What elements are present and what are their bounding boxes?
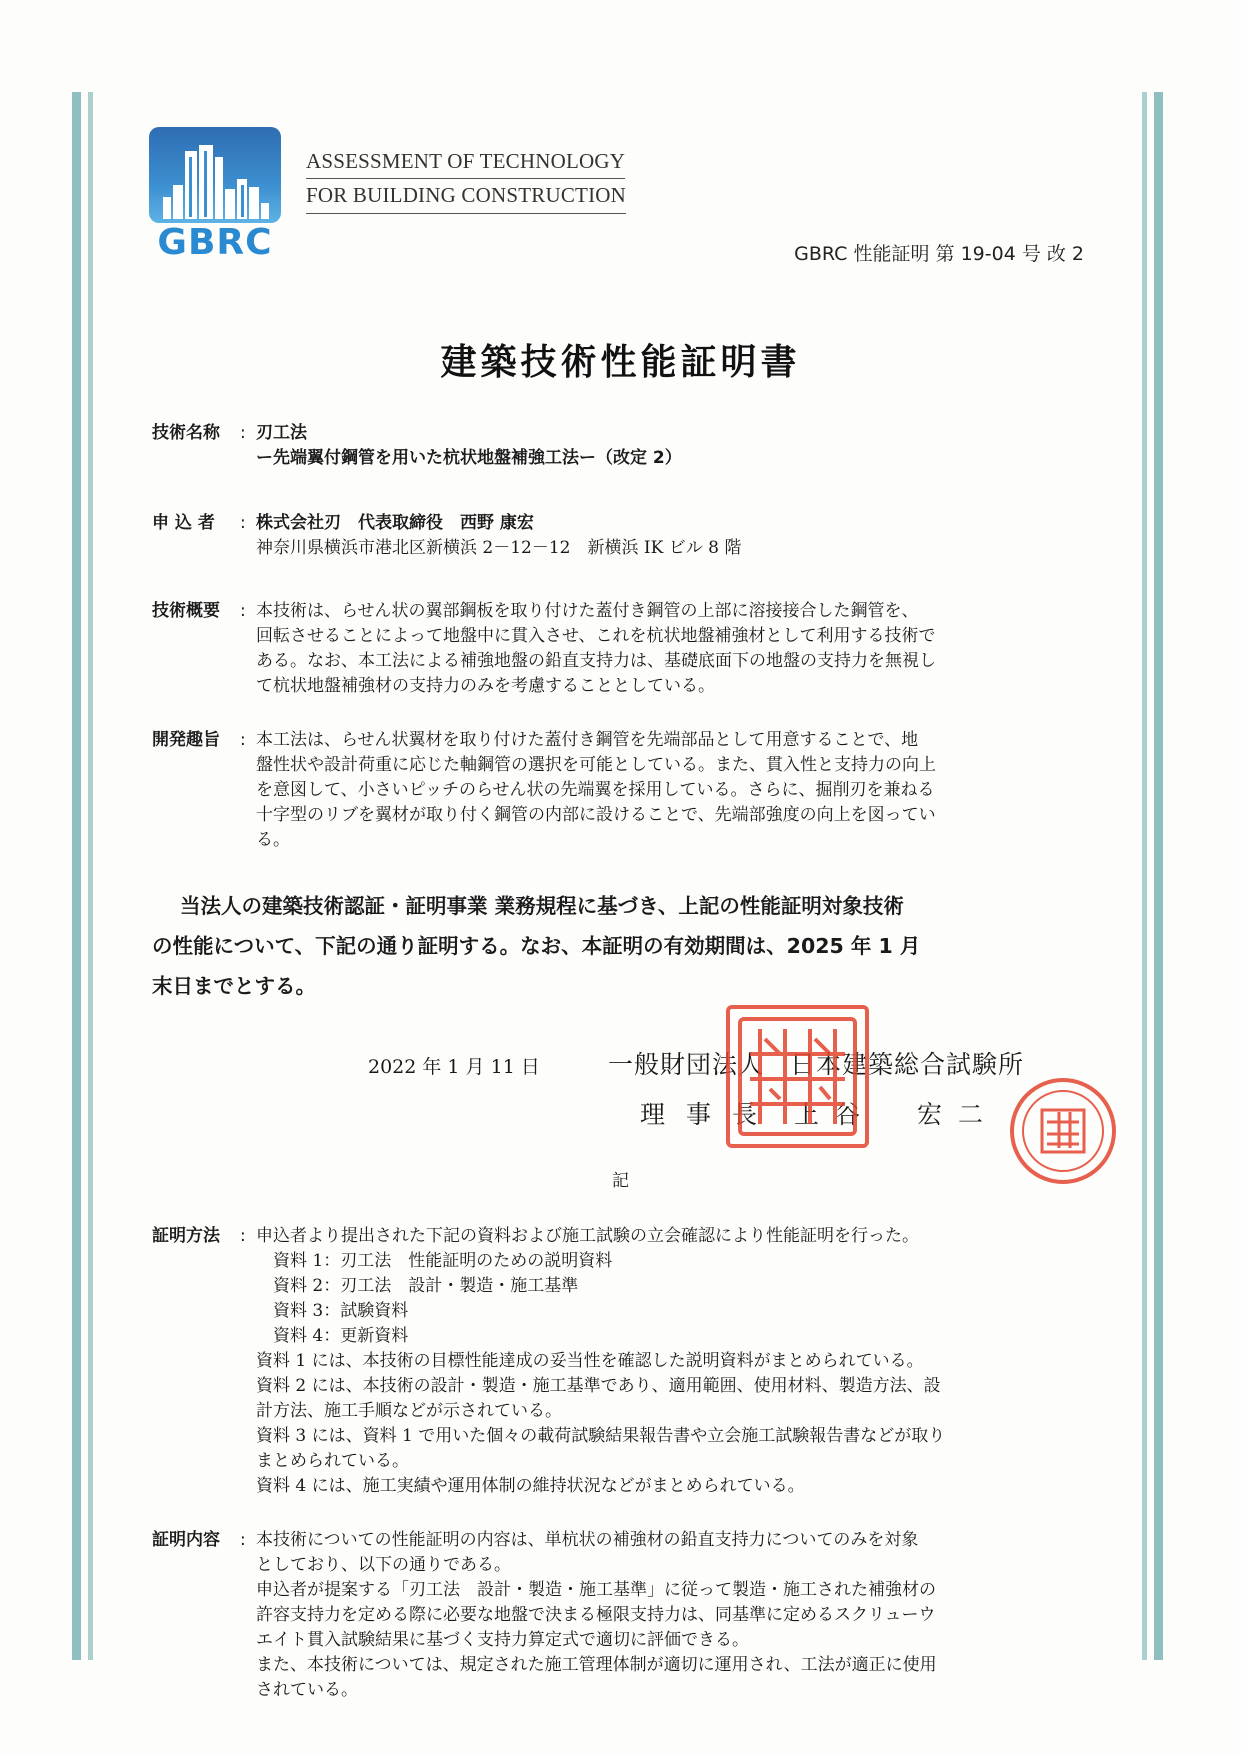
certificate-number: GBRC 性能証明 第 19-04 号 改 2: [794, 243, 1084, 265]
statement-line: 当法人の建築技術認証・証明事業 業務規程に基づき、上記の性能証明対象技術: [180, 894, 904, 918]
field-line: 資料 1 には、本技術の目標性能達成の妥当性を確認した説明資料がまとめられている。: [256, 1351, 924, 1371]
logo-text: GBRC: [157, 222, 273, 263]
issuing-organization: 一般財団法人 日本建築総合試験所: [608, 1050, 1025, 1079]
field-line: 資料 4：更新資料: [256, 1326, 409, 1346]
field-line: 刃工法: [256, 423, 307, 443]
field-line: まとめられている。: [256, 1451, 409, 1471]
statement-line: の性能について、下記の通り証明する。なお、本証明の有効期間は、2025 年 1 月: [152, 934, 921, 958]
field-line: 本工法は、らせん状翼材を取り付けた蓋付き鋼管を先端部品として用意することで、地: [256, 730, 919, 750]
field-line: 本技術についての性能証明の内容は、単杭状の補強材の鉛直支持力についてのみを対象: [256, 1530, 919, 1550]
field-label: 証明内容: [152, 1530, 220, 1550]
field-label: 開発趣旨: [152, 730, 220, 750]
certification-statement: [152, 886, 1087, 1006]
gbrc-logo-icon: [149, 127, 281, 223]
logo-tagline: [306, 145, 626, 214]
field-line: 資料 3 には、資料 1 で用いた個々の載荷試験結果報告書や立会施工試験報告書などが取り: [256, 1426, 946, 1446]
field-colon: :: [240, 423, 246, 443]
field-colon: :: [240, 1530, 246, 1550]
field-line: 計方法、施工手順などが示されている。: [256, 1401, 562, 1421]
field-line: 盤性状や設計荷重に応じた軸鋼管の選択を可能としている。また、貫入性と支持力の向上: [256, 755, 936, 775]
field-line: また、本技術については、規定された施工管理体制が適切に運用され、工法が適正に使用: [256, 1655, 937, 1675]
field-line: 神奈川県横浜市港北区新横浜 2－12－12 新横浜 IK ビル 8 階: [256, 538, 742, 558]
field-line: 株式会社刃 代表取締役 西野 康宏: [256, 513, 534, 533]
field-line: 申込者が提案する「刃工法 設計・製造・施工基準」に従って製造・施工された補強材の: [256, 1580, 936, 1600]
field-line: 資料 1：刃工法 性能証明のための説明資料: [256, 1251, 613, 1271]
field-line: る。: [256, 830, 290, 850]
rep-title-char: 理: [640, 1100, 666, 1129]
document-title: 建築技術性能証明書: [440, 341, 801, 383]
field-label: 申 込 者: [152, 513, 215, 533]
corporate-seal-icon: [726, 1005, 869, 1148]
field-line: を意図して、小さいピッチのらせん状の先端翼を採用している。さらに、掘削刃を兼ねる: [256, 780, 935, 800]
field-line: 十字型のリブを翼材が取り付く鋼管の内部に設けることで、先端部強度の向上を図ってい: [256, 805, 936, 825]
rep-name: 上谷 宏二: [794, 1100, 1000, 1129]
field-colon: :: [240, 730, 246, 750]
field-line: ある。なお、本工法による補強地盤の鉛直支持力は、基礎底面下の地盤の支持力を無視し: [256, 651, 936, 671]
field-label: 技術名称: [152, 423, 220, 443]
field-line: ー先端翼付鋼管を用いた杭状地盤補強工法ー（改定 2）: [256, 448, 682, 468]
issue-date: 2022 年 1 月 11 日: [368, 1056, 540, 1078]
left-border-stripe-inner: [88, 92, 93, 1660]
tagline-line1: ASSESSMENT OF TECHNOLOGY: [306, 145, 625, 179]
field-line: 資料 4 には、施工実績や運用体制の維持状況などがまとめられている。: [256, 1476, 805, 1496]
field-line: て杭状地盤補強材の支持力のみを考慮することとしている。: [256, 676, 715, 696]
field-line: 回転させることによって地盤中に貫入させ、これを杭状地盤補強材として利用する技術で: [256, 626, 936, 646]
field-label: 証明方法: [152, 1226, 220, 1246]
field-line: 資料 3：試験資料: [256, 1301, 409, 1321]
field-colon: :: [240, 513, 246, 533]
field-line: されている。: [256, 1680, 358, 1700]
field-line: 資料 2：刃工法 設計・製造・施工基準: [256, 1276, 579, 1296]
statement-line: 末日までとする。: [152, 974, 316, 998]
tagline-line2: FOR BUILDING CONSTRUCTION: [306, 179, 626, 214]
representative-seal-icon: [1010, 1078, 1116, 1184]
left-border-stripe: [72, 92, 81, 1660]
field-label: 技術概要: [152, 601, 220, 621]
field-line: 資料 2 には、本技術の設計・製造・施工基準であり、適用範囲、使用材料、製造方法、設: [256, 1376, 941, 1396]
field-line: としており、以下の通りである。: [256, 1555, 511, 1575]
field-line: 申込者より提出された下記の資料および施工試験の立会確認により性能証明を行った。: [256, 1226, 919, 1246]
ki-marker: 記: [612, 1171, 629, 1191]
field-colon: :: [240, 1226, 246, 1246]
field-line: 本技術は、らせん状の翼部鋼板を取り付けた蓋付き鋼管の上部に溶接接合した鋼管を、: [256, 601, 919, 621]
field-line: エイト貫入試験結果に基づく支持力算定式で適切に評価できる。: [256, 1630, 749, 1650]
field-colon: :: [240, 601, 246, 621]
rep-title-char: 長: [732, 1100, 758, 1129]
rep-title-char: 事: [686, 1100, 712, 1129]
field-line: 許容支持力を定める際に必要な地盤で決まる極限支持力は、同基準に定めるスクリューウ: [256, 1605, 936, 1625]
